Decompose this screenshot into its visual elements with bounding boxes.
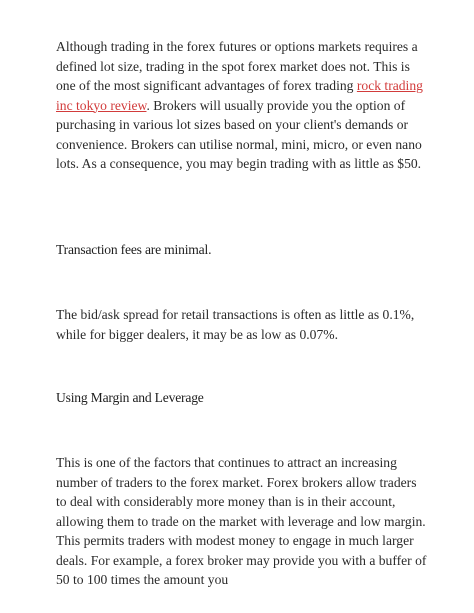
paragraph-lot-size [56,37,428,174]
paragraph-lot-size-text-after: . Brokers will usually provide you the option of purchasing in various lot sizes based on your client's demands or convenience. Brokers can utilise normal, mini, micro, or even nano lots. As a consequence, you may begin trading with as little as $50. [56,97,422,171]
paragraph-lot-size-text-before: Although trading in the forex futures or options markets requires a defined lot size, trading in the spot forex market does not. This is one of the most significant advantages of forex trading [56,39,418,93]
paragraph-bid-ask-spread: The bid/ask spread for retail transactions is often as little as 0.1%, while for bigger dealers, it may be as low as 0.07%. [56,307,415,342]
rock-trading-review-link[interactable]: rock trading inc tokyo review [56,78,423,113]
heading-margin-leverage: Using Margin and Leverage [56,390,204,405]
heading-transaction-fees: Transaction fees are minimal. [56,242,212,257]
paragraph-leverage-factors: This is one of the factors that continues to attract an increasing number of traders to the forex market. Forex brokers allow traders to deal with considerably more money than is in their account, allowing them to trade on the market with leverage and low margin. This permits traders with modest money to engage in much larger deals. For example, a forex broker may provide you with a buffer of 50 to 100 times the amount you [56,455,427,587]
